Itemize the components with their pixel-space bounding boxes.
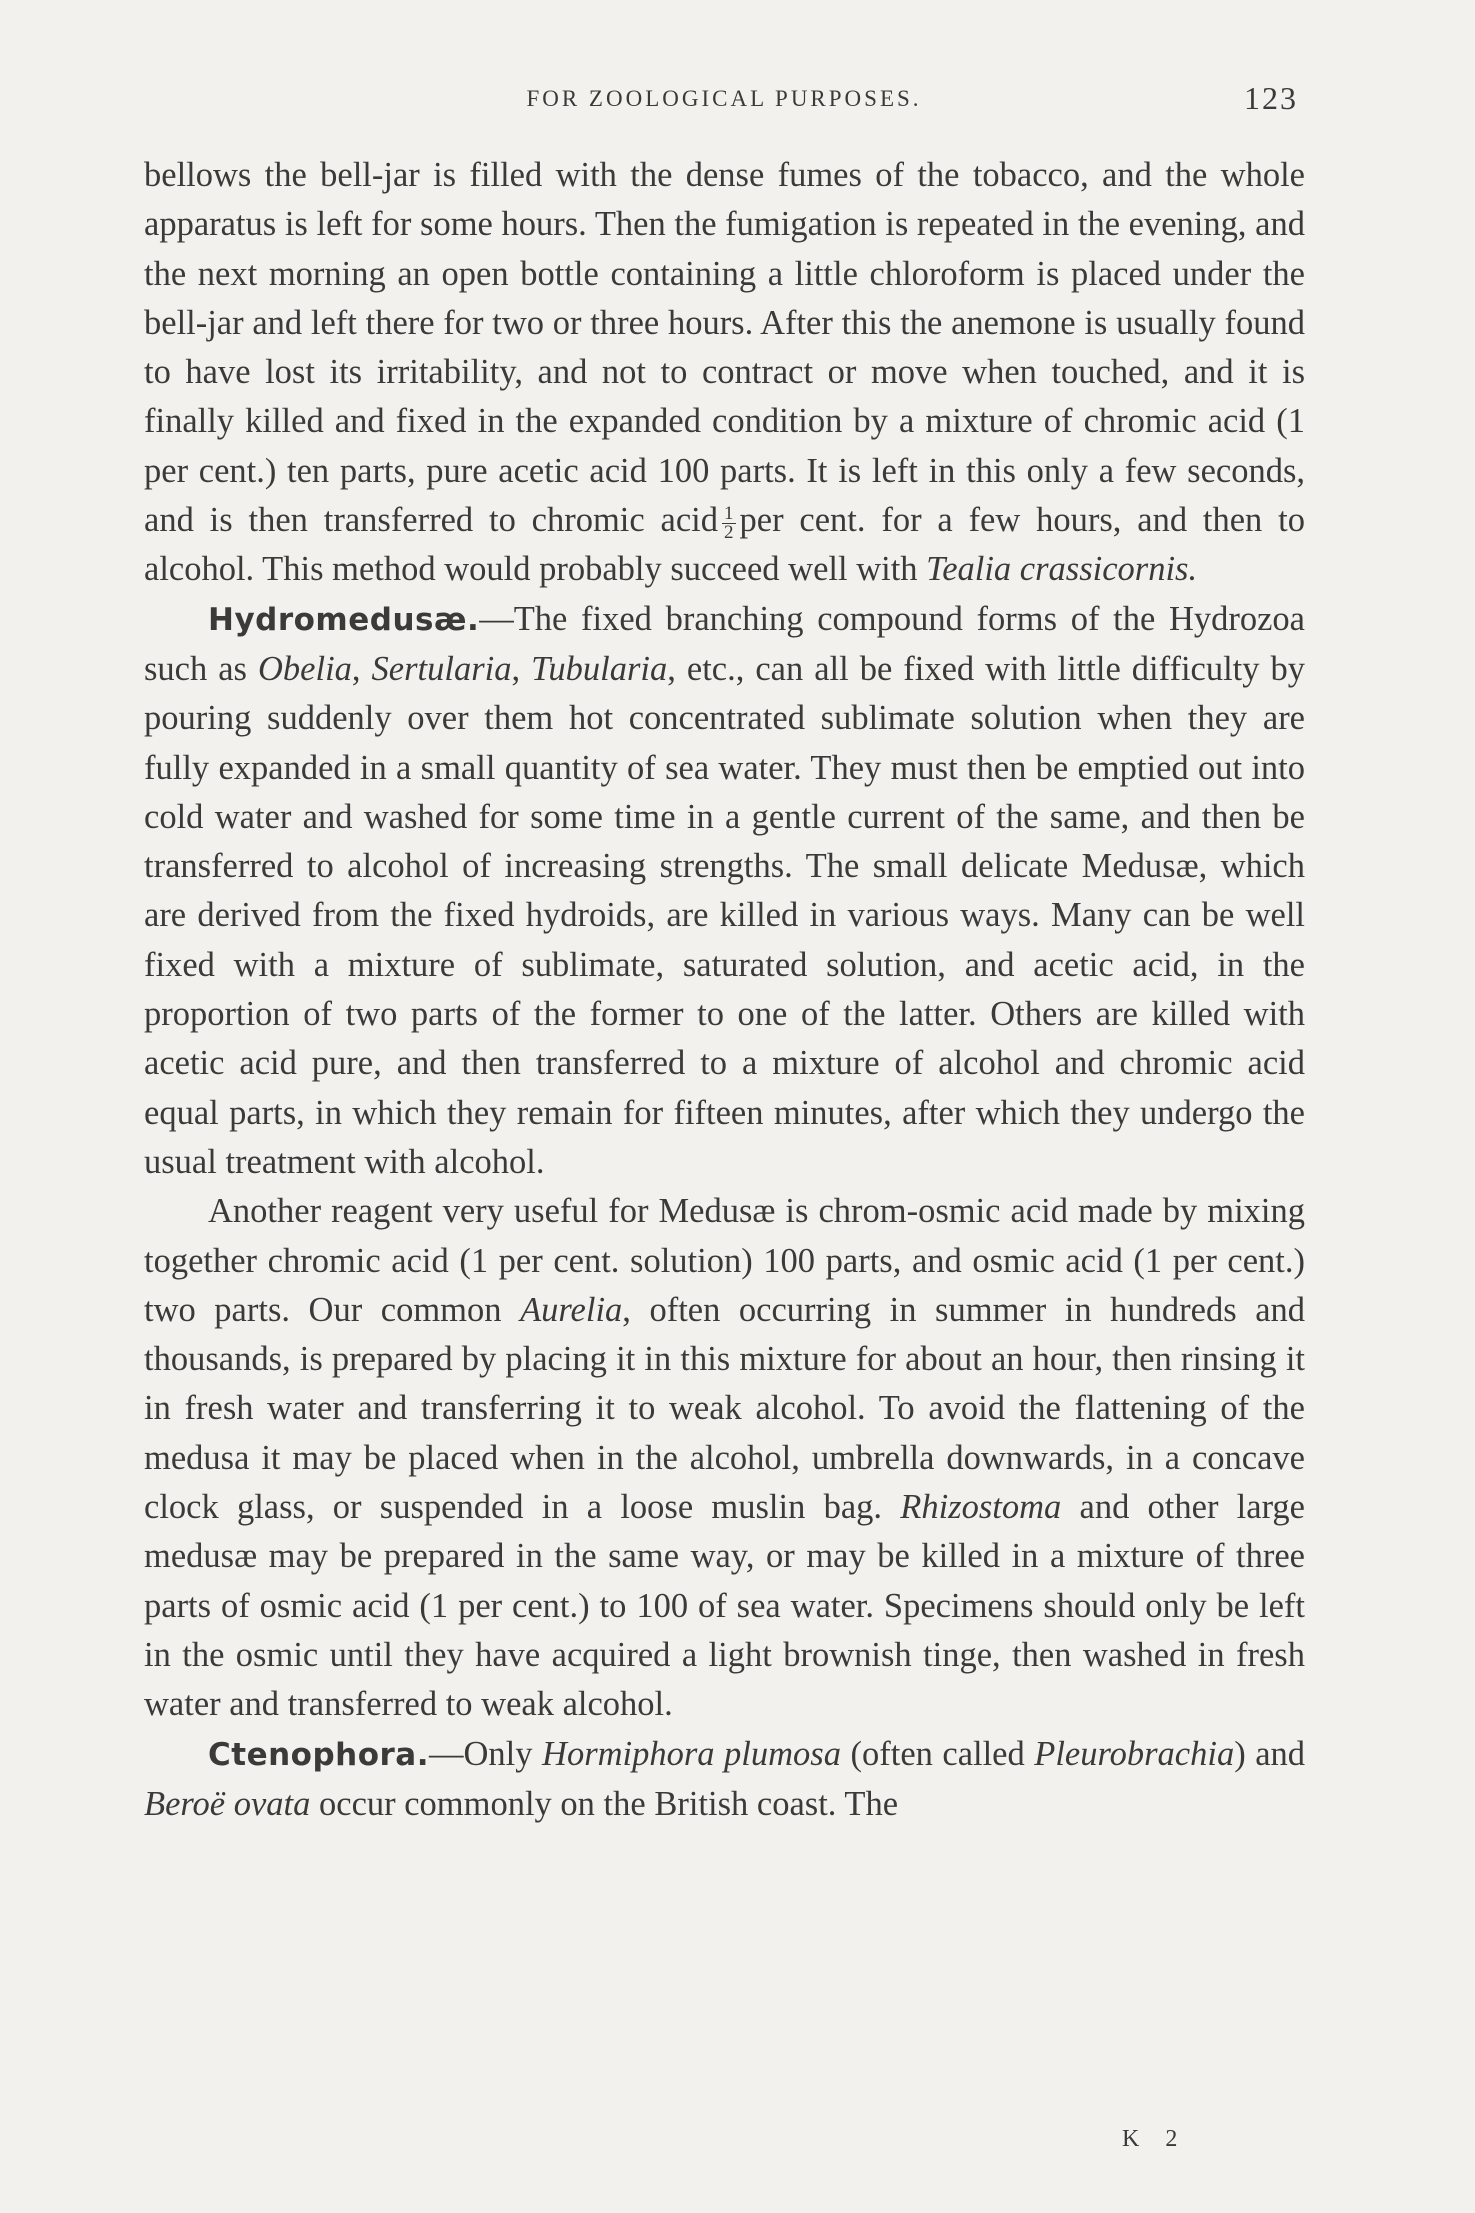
running-head-title: FOR ZOOLOGICAL PURPOSES.	[526, 86, 922, 111]
species-name: Beroë ovata	[144, 1784, 311, 1823]
paragraph-text: Another reagent very useful for Medusæ is chrom-osmic acid made by mixing together chromic acid (1 per cent. solution) 100 parts, and osmic acid (1 per cent.) two parts. Our common	[144, 1192, 1305, 1329]
genus-name: Pleurobrachia	[1034, 1734, 1235, 1773]
fraction-one-half	[722, 502, 736, 543]
genus-name: Obelia	[258, 649, 352, 688]
paragraph-text: —Only	[429, 1734, 533, 1773]
paragraph-text: —The fixed branching compound forms of the Hydrozoa such as	[144, 599, 1305, 688]
fraction-denominator: 2	[724, 521, 734, 543]
signature-mark: K 2	[1122, 2126, 1188, 2152]
paragraph-anemone	[144, 151, 1305, 595]
page-number: 123	[1244, 80, 1298, 116]
paragraph-hydromedusae	[144, 595, 1305, 1188]
genus-name: Aurelia	[520, 1290, 623, 1329]
punctuation: ,	[351, 649, 361, 688]
paragraph-text: per cent. for a few hours, and then to alcohol. This method would probably succeed well with	[144, 501, 1305, 589]
genus-name: Tubularia	[531, 649, 668, 688]
species-name: Tealia crassicornis.	[926, 550, 1198, 589]
punctuation: ,	[511, 649, 521, 688]
paragraph-text: and other large medusæ may be prepared in the same way, or may be killed in a mixture of three parts of osmic acid (1 per cent.) to 100 of sea water. Specimens should only be left in the osmic until they have acquired a light brownish tinge, then washed in fresh water and transferred to weak alcohol.	[144, 1488, 1305, 1724]
running-head	[144, 78, 1304, 122]
paragraph-ctenophora	[144, 1730, 1305, 1830]
paragraph-text: (often called	[850, 1734, 1025, 1773]
section-heading-hydromedusae: Hydromedusæ.	[208, 601, 480, 638]
section-heading-ctenophora: Ctenophora.	[208, 1736, 430, 1773]
paragraph-text: , often occurring in summer in hundreds and thousands, is prepared by placing it in this mixture for about an hour, then rinsing it in fresh water and transferring it to weak alcohol. To avoid the flattening of the medusa it may be placed when in the alcohol, umbrella downwards, in a concave clock glass, or suspended in a loose muslin bag.	[144, 1290, 1306, 1527]
paragraph-text: ) and	[1234, 1734, 1306, 1773]
paragraph-text: occur commonly on the British coast. The	[319, 1784, 899, 1823]
paragraph-text: , etc., can all be fixed with little difficulty by pouring suddenly over them hot concentrated sublimate solution when they are fully expanded in a small quantity of sea water. They must then be emptied out into cold water and washed for some time in a gentle current of the same, and then be transferred to alcohol of increasing strengths. The small delicate Medusæ, which are derived from the fixed hydroids, are killed in various ways. Many can be well fixed with a mixture of sublimate, saturated solution, and acetic acid, in the proportion of two parts of the former to one of the latter. Others are killed with acetic acid pure, and then transferred to a mixture of alcohol and chromic acid equal parts, in which they remain for fifteen minutes, after which they undergo the usual treatment with alcohol.	[144, 649, 1306, 1181]
genus-name: Sertularia	[371, 649, 512, 688]
genus-name: Rhizostoma	[900, 1488, 1062, 1527]
fraction-numerator: 1	[724, 502, 734, 524]
paragraph-chrom-osmic	[144, 1187, 1305, 1729]
paragraph-text: bellows the bell-jar is filled with the dense fumes of the tobacco, and the whole apparatus is left for some hours. Then the fumigation is repeated in the evening, and the next morning an open bottle containing a little chloroform is placed under the bell-jar and left there for two or three hours. After this the anemone is usually found to have lost its irritability, and not to contract or move when touched, and it is finally killed and fixed in the expanded condition by a mixture of chromic acid (1 per cent.) ten parts, pure acetic acid 100 parts. It is left in this only a few seconds, and is then transferred to chromic acid	[144, 156, 1305, 540]
body-text	[144, 151, 1305, 1829]
species-name: Hormiphora plumosa	[542, 1734, 841, 1773]
